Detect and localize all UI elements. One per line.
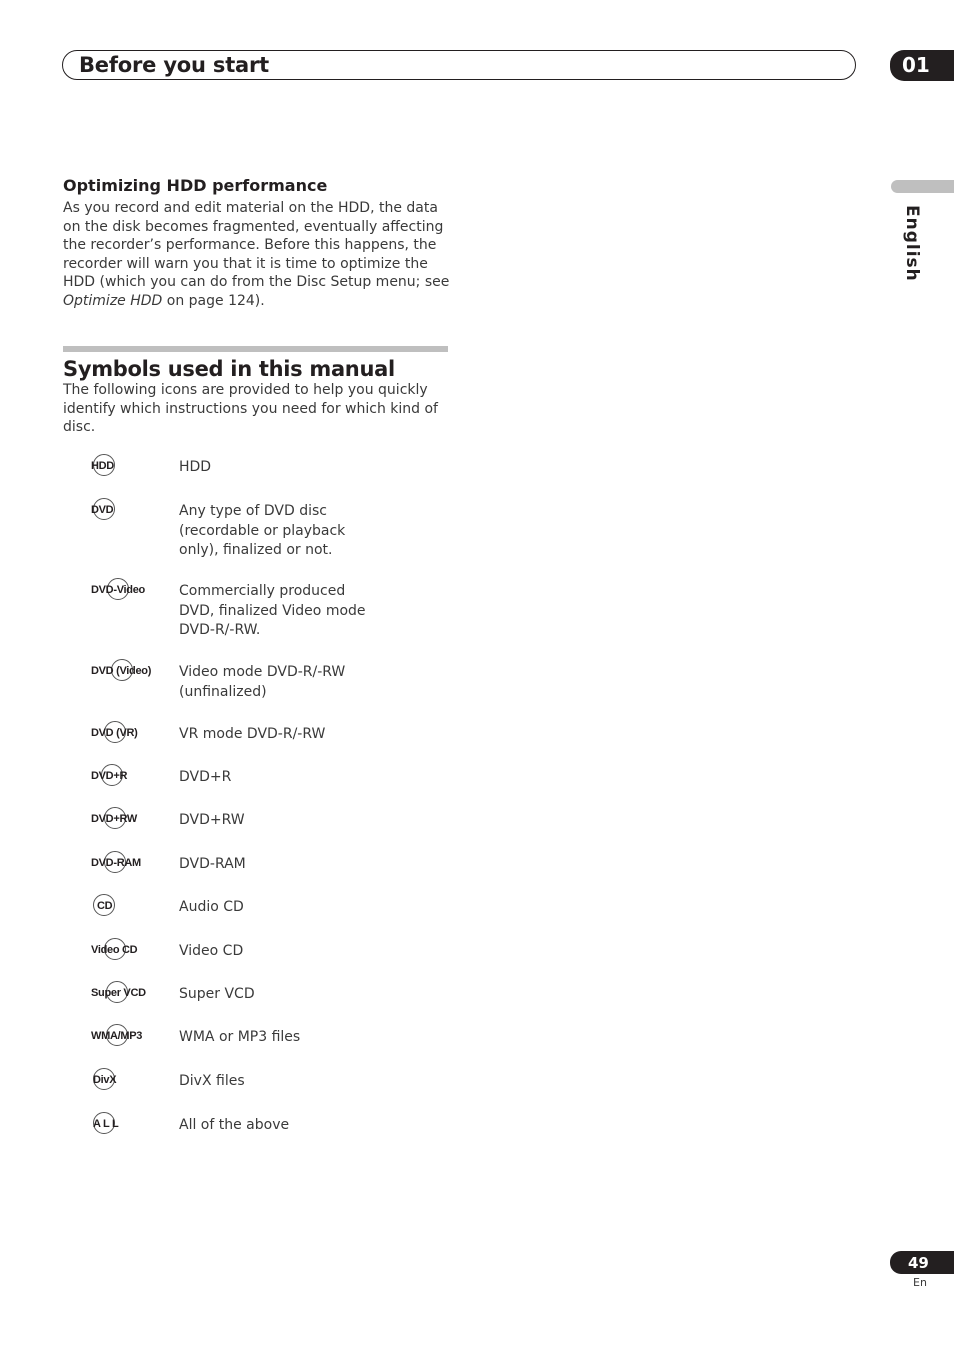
symbol-description: Any type of DVD disc (recordable or playback only), finalized or not. — [179, 503, 346, 558]
body-text-end: on page 124). — [162, 292, 265, 309]
symbol-description: DivX files — [179, 1073, 245, 1089]
symbol-icon: DVD-RAM — [91, 857, 141, 869]
page-language-code: En — [913, 1276, 927, 1289]
section-heading-hdd: Optimizing HDD performance — [63, 176, 328, 195]
page-number-tab — [890, 1251, 954, 1274]
section-divider — [63, 346, 448, 352]
symbol-description: Video CD — [179, 943, 244, 959]
language-label: English — [902, 205, 922, 282]
symbol-icon: DVD+R — [91, 770, 128, 782]
chapter-header — [62, 50, 856, 80]
symbol-description: Audio CD — [179, 899, 244, 915]
symbol-description: DVD-RAM — [179, 856, 246, 872]
symbol-icon: CD — [97, 900, 113, 912]
symbol-icon: DVD-Video — [91, 584, 145, 596]
symbol-icon: DVD+RW — [91, 813, 137, 825]
chapter-title: Before you start — [79, 53, 270, 77]
symbol-description: VR mode DVD-R/-RW — [179, 726, 326, 742]
chapter-number: 01 — [902, 53, 930, 77]
symbol-description: Commercially produced DVD, finalized Video mode DVD-R/-RW. — [179, 583, 366, 638]
symbol-icon: HDD — [91, 460, 114, 472]
symbol-icon: DivX — [93, 1074, 117, 1086]
symbol-description: DVD+RW — [179, 812, 245, 828]
symbol-icon: Video CD — [91, 944, 138, 956]
symbol-icon: Super VCD — [91, 987, 146, 999]
symbol-icon: A L L — [93, 1118, 119, 1130]
symbol-icon: DVD (VR) — [91, 727, 138, 739]
symbol-icon: DVD — [91, 504, 114, 516]
section-heading-symbols: Symbols used in this manual — [63, 357, 395, 381]
symbol-description: Video mode DVD-R/-RW (unfinalized) — [179, 664, 346, 700]
symbol-description: HDD — [179, 459, 212, 475]
symbol-description: WMA or MP3 files — [179, 1029, 301, 1045]
symbol-description: Super VCD — [179, 986, 255, 1002]
language-tab — [891, 180, 954, 193]
symbol-icon: WMA/MP3 — [91, 1030, 143, 1042]
section-intro-symbols: The following icons are provided to help you quickly identify which instructions you need for which kind of disc. — [63, 382, 438, 435]
symbol-description: All of the above — [179, 1117, 290, 1133]
body-italic-reference: Optimize HDD — [63, 292, 163, 309]
chapter-number-tab — [890, 50, 954, 81]
page-number: 49 — [908, 1254, 929, 1272]
section-body-hdd — [63, 199, 453, 310]
symbol-icon: DVD (Video) — [91, 665, 152, 677]
body-text: As you record and edit material on the HDD, the data on the disk becomes fragmented, eventually affecting the recorder’s performance. Before this happens, the recorder will warn you that it is time to optimize the HDD (which you can do from the Disc Setup menu; see — [63, 200, 450, 290]
symbol-description: DVD+R — [179, 769, 232, 785]
